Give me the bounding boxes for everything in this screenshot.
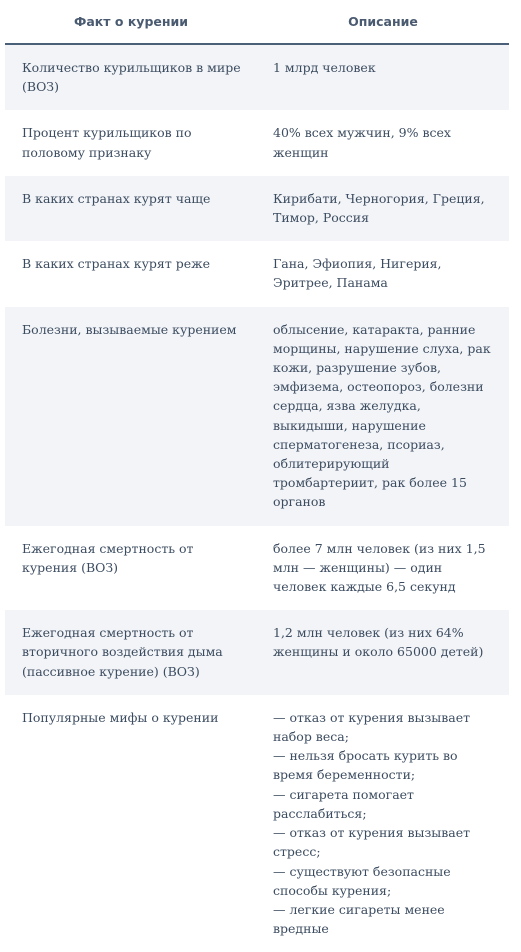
table-body [5, 44, 509, 952]
fact-cell: Процент курильщиков по половому признаку [5, 110, 257, 175]
description-cell: Кирибати, Черногория, Греция, Тимор, Россия [257, 176, 509, 241]
table-row-myths [5, 695, 509, 952]
myth-item: — отказ от курения вызывает набор веса; [273, 709, 471, 745]
description-cell: 1 млрд человек [257, 44, 509, 110]
table-row [5, 44, 509, 110]
table-row [5, 176, 509, 241]
fact-cell: Болезни, вызываемые курением [5, 307, 257, 526]
myth-item: — сигарета помогает расслабиться; [273, 786, 414, 821]
fact-cell: Ежегодная смертность от вторичного воздействия дыма (пассивное курение) (ВОЗ) [5, 610, 257, 695]
header-row [5, 0, 509, 44]
fact-cell: Популярные мифы о курении [5, 695, 257, 952]
table-row [5, 610, 509, 695]
fact-cell: В каких странах курят чаще [5, 176, 257, 241]
header-description: Описание [257, 0, 509, 44]
myth-item: — отказ от курения вызывает стресс; [273, 825, 471, 860]
fact-cell: В каких странах курят реже [5, 241, 257, 306]
myth-item: — нельзя бросать курить во время беременности; [273, 748, 458, 783]
myth-item: — существуют безопасные способы курения; [273, 863, 451, 898]
table-row [5, 241, 509, 306]
fact-cell: Ежегодная смертность от курения (ВОЗ) [5, 526, 257, 611]
myth-item: — легкие сигареты менее вредные [273, 901, 445, 937]
table-row [5, 110, 509, 175]
description-cell: 1,2 млн человек (из них 64% женщины и около 65000 детей) [257, 610, 509, 695]
table-header [5, 0, 509, 44]
description-cell: облысение, катаракта, ранние морщины, нарушение слуха, рак кожи, разрушение зубов, эмфизема, остеопороз, болезни сердца, язва желудка, выкидыши, нарушение сперматогенеза, псориаз, облитерирующий тромбартериит, рак более 15 органов [257, 307, 509, 526]
description-cell: 40% всех мужчин, 9% всех женщин [257, 110, 509, 175]
description-cell: более 7 млн человек (из них 1,5 млн — женщины) — один человек каждые 6,5 секунд [257, 526, 509, 611]
description-cell: Гана, Эфиопия, Нигерия, Эритрее, Панама [257, 241, 509, 306]
smoking-facts-table [5, 0, 509, 952]
myths-list-cell [257, 695, 509, 952]
fact-cell: Количество курильщиков в мире (ВОЗ) [5, 44, 257, 110]
header-fact: Факт о курении [5, 0, 257, 44]
table-row [5, 526, 509, 611]
table-row [5, 307, 509, 526]
